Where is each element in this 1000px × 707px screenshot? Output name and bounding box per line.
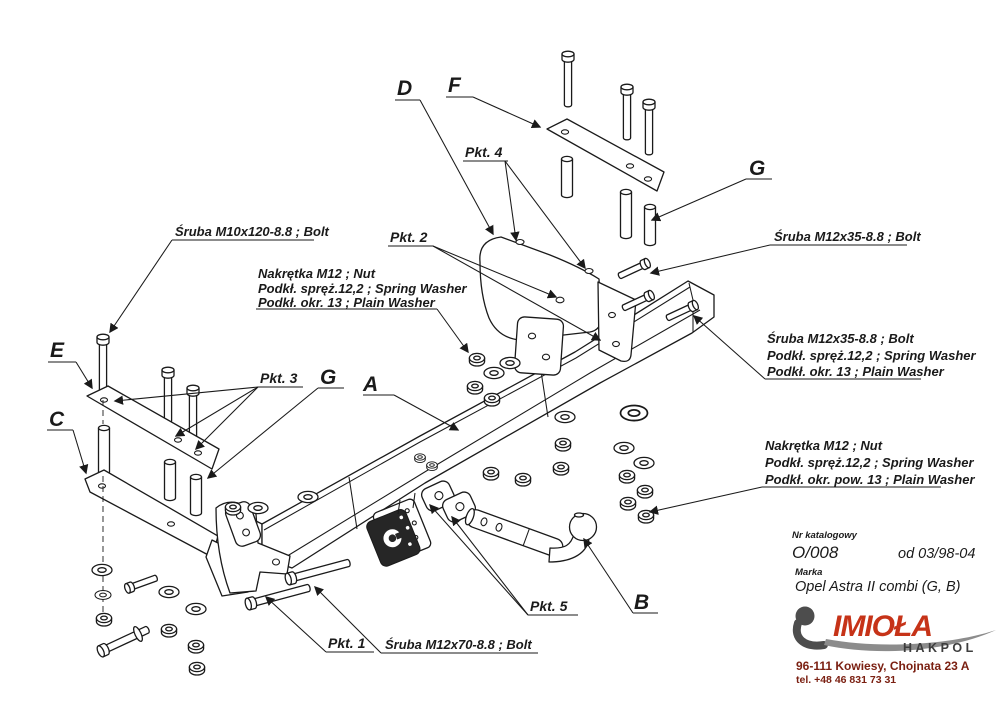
right-side-member — [480, 237, 636, 376]
spacer-sleeve — [191, 474, 202, 515]
company-address: 96-111 Kowiesy, Chojnata 23 A — [796, 659, 970, 673]
washer — [159, 586, 179, 597]
bolt — [96, 624, 151, 658]
valid-from-date: od 03/98-04 — [898, 546, 976, 562]
ann-nut-right-3: Podkł. okr. pow. 13 ; Plain Washer — [765, 472, 975, 487]
nut — [225, 502, 240, 515]
nut — [515, 473, 530, 486]
washer — [92, 564, 112, 575]
company-phone: tel. +48 46 831 73 31 — [796, 674, 897, 686]
label-part-b: B — [634, 591, 650, 614]
logo-brand-text: IMIOŁA — [833, 610, 932, 643]
catalog-number-label: Nr katalogowy — [792, 530, 857, 541]
towball — [464, 507, 597, 562]
washer — [248, 502, 268, 513]
spacer-sleeve — [562, 156, 573, 197]
ann-nut-left-2: Podkł. spręż.12,2 ; Spring Washer — [258, 281, 467, 296]
label-part-c: C — [49, 408, 65, 431]
catalog-number-value: O/008 — [792, 543, 839, 562]
logo-division-text: HAKPOL — [903, 641, 977, 655]
brand-label: Marka — [795, 567, 823, 578]
ann-nut-right-1: Nakrętka M12 ; Nut — [765, 438, 883, 453]
ann-bolt-m12x70: Śruba M12x70-8.8 ; Bolt — [385, 637, 532, 652]
label-part-e: E — [50, 339, 65, 362]
bolt — [643, 99, 655, 155]
nut — [483, 467, 498, 480]
spacer-sleeve — [621, 189, 632, 238]
washer — [186, 603, 206, 614]
nut — [553, 462, 568, 475]
callout-pkt1: Pkt. 1 — [328, 635, 366, 651]
nut — [427, 462, 438, 471]
bolt — [562, 51, 574, 107]
vehicle-model: Opel Astra II combi (G, B) — [795, 579, 961, 595]
spring-washer — [95, 591, 111, 600]
nut — [637, 485, 652, 498]
ann-nut-left-1: Nakrętka M12 ; Nut — [258, 266, 376, 281]
bracket-d-flange — [598, 282, 636, 361]
ann-nut-left-3: Podkł. okr. 13 ; Plain Washer — [258, 295, 435, 310]
nut — [555, 438, 570, 451]
nut — [161, 624, 176, 637]
ann-nut-right-2: Podkł. spręż.12,2 ; Spring Washer — [765, 455, 974, 470]
nut — [469, 353, 484, 366]
ann-bolt-right-2: Podkł. spręż.12,2 ; Spring Washer — [767, 348, 976, 363]
washer — [634, 457, 654, 468]
nut — [484, 393, 499, 406]
ann-bolt-m10x120: Śruba M10x120-8.8 ; Bolt — [175, 224, 329, 239]
ann-bolt-right-1: Śruba M12x35-8.8 ; Bolt — [767, 331, 914, 346]
nut — [638, 510, 653, 523]
nut — [189, 662, 204, 675]
spacer-sleeve — [99, 425, 110, 474]
bolt — [123, 573, 158, 594]
washer — [555, 411, 575, 422]
callout-pkt2: Pkt. 2 — [390, 229, 428, 245]
info-box — [792, 530, 975, 595]
label-part-d: D — [397, 77, 413, 100]
nut — [415, 454, 426, 463]
ann-bolt-right-3: Podkł. okr. 13 ; Plain Washer — [767, 364, 944, 379]
towball-ball — [570, 514, 597, 541]
spacer-sleeve — [645, 204, 656, 245]
towbar-hook-icon — [797, 623, 824, 646]
ann-bolt-m12x35-top: Śruba M12x35-8.8 ; Bolt — [774, 229, 921, 244]
callout-pkt4: Pkt. 4 — [465, 144, 503, 160]
label-part-g-top: G — [749, 157, 766, 180]
label-part-a: A — [363, 373, 379, 396]
bolt — [621, 84, 633, 140]
nut — [467, 381, 482, 394]
washer — [621, 405, 648, 420]
nut — [619, 470, 634, 483]
washer — [500, 357, 520, 368]
washer — [298, 491, 318, 502]
washer — [484, 367, 504, 378]
nut — [96, 613, 111, 626]
label-part-f: F — [448, 74, 461, 97]
spacer-sleeve — [165, 459, 176, 500]
top-plate-assembly — [547, 51, 664, 245]
bolt-m12x35 — [617, 257, 652, 280]
label-part-g-left: G — [320, 366, 337, 389]
company-logo — [796, 607, 997, 687]
washer — [614, 442, 634, 453]
callout-pkt5: Pkt. 5 — [530, 598, 568, 614]
nut — [188, 640, 203, 653]
nut — [620, 497, 635, 510]
callout-pkt3: Pkt. 3 — [260, 370, 298, 386]
backing-plate — [514, 316, 564, 375]
